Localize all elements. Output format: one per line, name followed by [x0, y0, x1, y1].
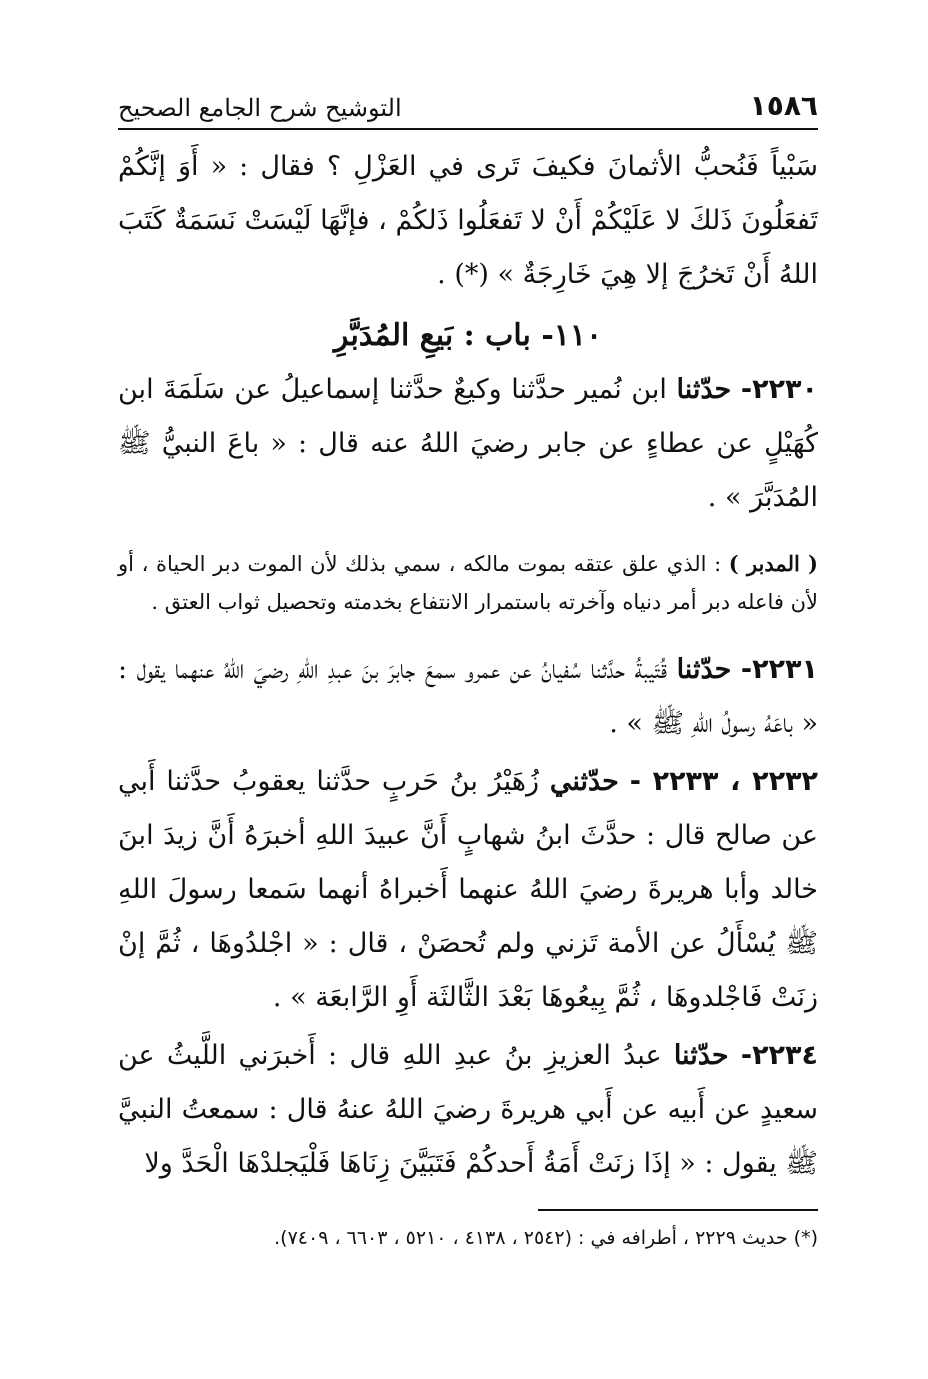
hadith-number: ٢٢٣٤-: [740, 1040, 818, 1071]
page-number: ١٥٨٦: [749, 89, 818, 122]
hadith-lead: حدّثنا: [676, 654, 732, 685]
hadith-number: ٢٢٣١-: [740, 654, 818, 685]
footnote: (*) حديث ٢٢٢٩ ، أطرافه في : (٢٥٤٢ ، ٤١٣٨ ، ٥٢١٠ ، ٦٦٠٣ ، ٧٤٠٩).: [274, 1227, 818, 1249]
hadith-2234: [118, 1029, 818, 1191]
hadith-text: ابن نُمير حدَّثنا وكيعٌ حدَّثنا إسماعيلُ عن سَلَمَةَ ابن كُهَيْلٍ عن عطاءٍ عن جابر رضيَ اللهُ عنه قال : « باعَ النبيُّ ﷺ المُدَبَّرَ » .: [118, 374, 818, 513]
hadith-lead: حدّثني: [549, 766, 619, 797]
hadith-2231: [118, 643, 818, 751]
footnote-rule: [538, 1209, 818, 1211]
gloss-text: : الذي علق عتقه بموت مالكه ، سمي بذلك لأن الموت دبر الحياة ، أو لأن فاعله دبر أمر دنياه وآخرته باستمرار الانتفاع بخدمته وتحصيل ثواب العتق .: [118, 552, 818, 614]
hadith-lead: حدّثنا: [676, 374, 732, 405]
hadith-text: قُتَيبةُ حدَّثنا سُفيانُ عن عمرو سمعَ جابرَ بنَ عبدِ اللهِ رضيَ اللهُ عنهما يقول : « باعَهُ رسولُ اللهِ ﷺ » .: [118, 654, 818, 739]
hadith-text: زُهَيْرُ بنُ حَربٍ حدَّثنا يعقوبُ حدَّثنا أَبي عن صالح قال : حدَّثَ ابنُ شهابٍ أَنَّ عبيدَ اللهِ أخبرَهُ أَنَّ زيدَ ابنَ خالد وأبا هريرةَ رضيَ اللهُ عنهما أَخبراهُ أنهما سَمعا رسولَ اللهِ ﷺ يُسْأَلُ عن الأمة تَزني ولم تُحصَنْ ، قال : « اجْلدُوهَا ، ثُمَّ إنْ زنَتْ فَاجْلدوهَا ، ثُمَّ بِيعُوهَا بَعْدَ الثَّالثَة أَوِ الرَّابعَة » .: [118, 766, 818, 1013]
running-title: التوشيح شرح الجامع الصحيح: [118, 94, 402, 122]
footnote-separator: [118, 1191, 818, 1211]
gloss-term: ( المدبر ): [728, 551, 818, 576]
hadith-lead: حدّثنا: [673, 1040, 729, 1071]
hadith-number: ٢٢٣٢ ، ٢٢٣٣ -: [629, 766, 819, 797]
hadith-2232-2233: [118, 755, 818, 1025]
hadith-text: عبدُ العزيزِ بنُ عبدِ اللهِ قال : أَخبرَني اللَّيثُ عن سعيدٍ عن أَبيه عن أَبي هريرةَ رضيَ اللهُ عنهُ قال : سمعتُ النبيَّ ﷺ يقول : « إذَا زنَتْ أَمَةُ أَحدكُمْ فَتَبَيَّنَ زِنَاهَا فَلْيَجلدْهَا الْحَدَّ ولا: [118, 1040, 818, 1179]
hadith-number: ٢٢٣٠-: [740, 374, 818, 405]
book-page: [118, 78, 818, 1255]
gloss-note: [118, 545, 818, 621]
hadith-2230: [118, 363, 818, 525]
page-header: [118, 78, 818, 130]
continuation-paragraph: سَبْياً فَنُحبُّ الأثمانَ فكيفَ تَرى في العَزْلِ ؟ فقال : « أَوَ إنَّكُمْ تَفعَلُونَ ذَلكَ لا عَلَيْكُمْ أَنْ لا تَفعَلُوا ذَلكُمْ ، فإنَّهَا لَيْسَتْ نَسَمَةٌ كَتَبَ اللهُ أَنْ تَخرُجَ إلا هِيَ خَارِجَةٌ » (*) .: [118, 151, 818, 290]
chapter-title: ١١٠- باب : بَيعِ المُدَبَّرِ: [333, 318, 603, 353]
